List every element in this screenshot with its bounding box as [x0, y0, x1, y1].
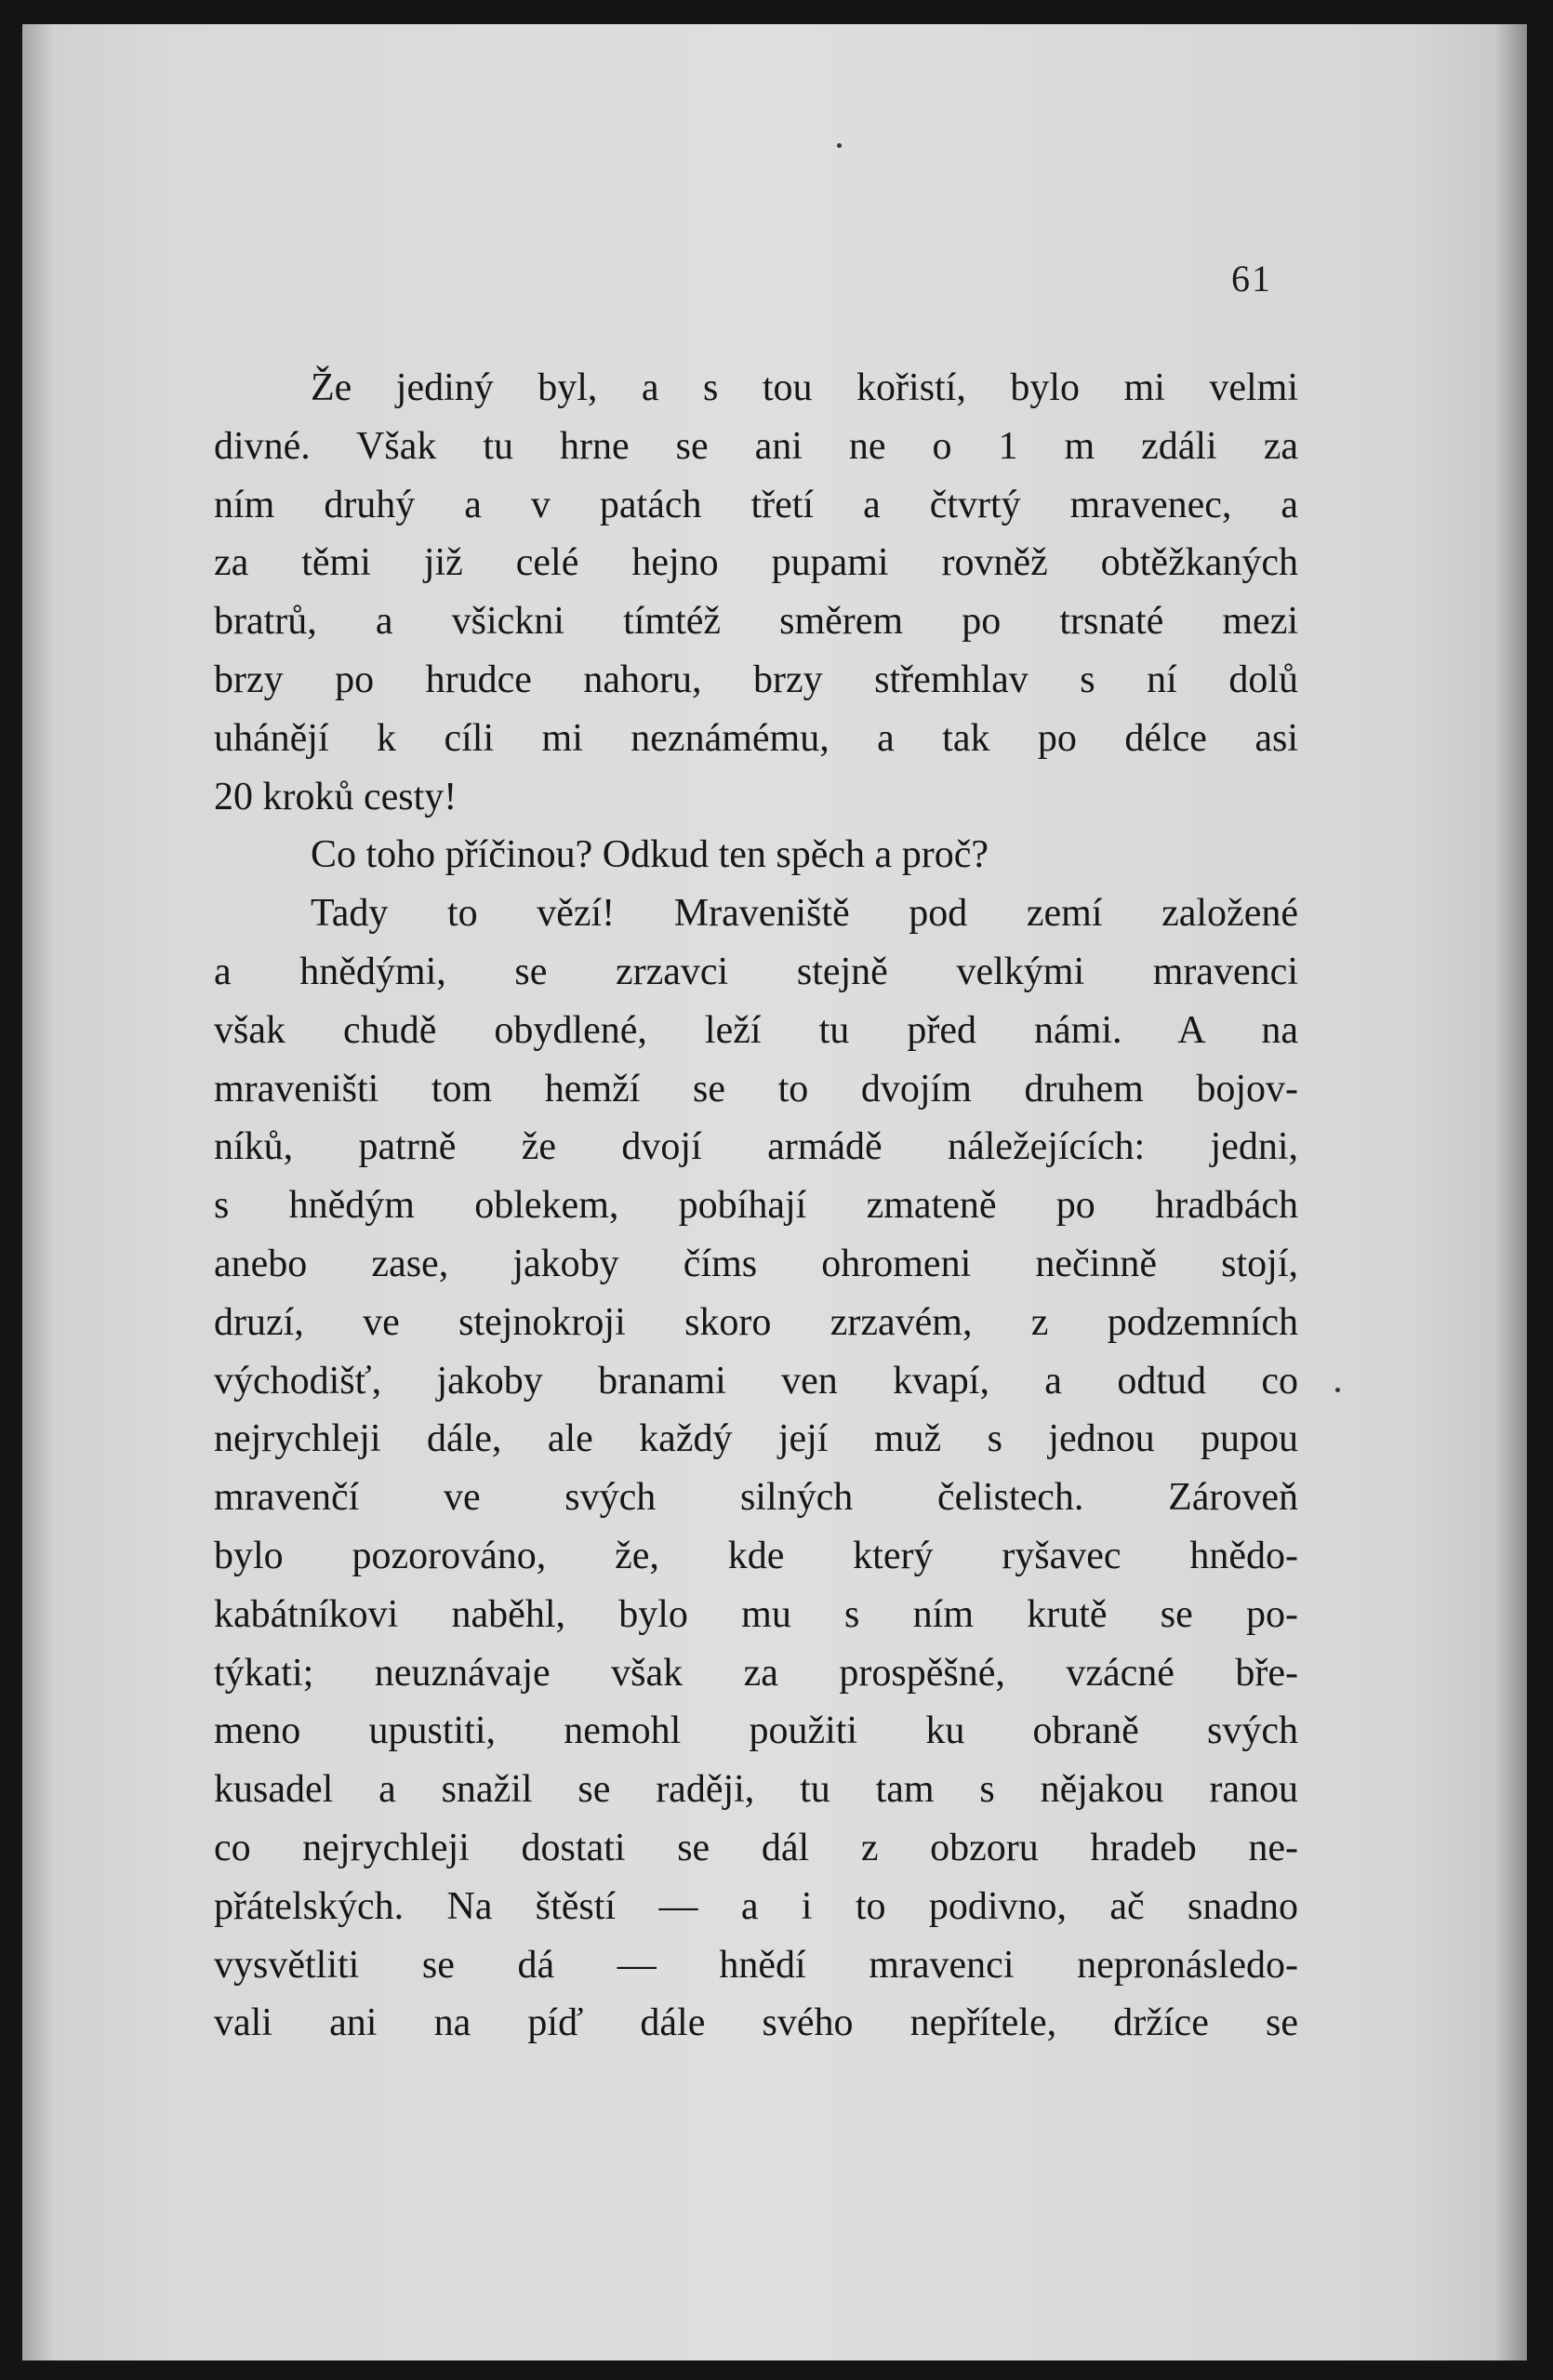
text-line: vali ani na píď dále svého nepřítele, držíce se	[214, 2001, 1298, 2045]
text-line: však chudě obydlené, leží tu před námi. A na	[214, 1008, 1298, 1052]
text-line: nejrychleji dále, ale každý její muž s jednou pupou	[214, 1417, 1298, 1461]
paper-speck	[837, 143, 842, 148]
text-line: přátelských. Na štěstí — a i to podivno, ač snadno	[214, 1884, 1298, 1928]
paper-speck	[1335, 1388, 1340, 1392]
text-line: týkati; neuznávaje však za prospěšné, vzácné bře-	[214, 1651, 1298, 1695]
text-line: co nejrychleji dostati se dál z obzoru hradeb ne-	[214, 1826, 1298, 1869]
text-line: východišť, jakoby branami ven kvapí, a odtud co	[214, 1359, 1298, 1403]
text-line: níků, patrně že dvojí armádě náležejících: jedni,	[214, 1125, 1298, 1169]
text-line: brzy po hrudce nahoru, brzy střemhlav s ní dolů	[214, 658, 1298, 701]
body-text	[214, 359, 1298, 2053]
page-left-shadow	[22, 24, 54, 2360]
text-line: vysvětliti se dá — hnědí mravenci nepronásledo-	[214, 1943, 1298, 1987]
text-line: meno upustiti, nemohl použiti ku obraně svých	[214, 1709, 1298, 1753]
text-line: mravenčí ve svých silných čelistech. Zároveň	[214, 1476, 1298, 1520]
text-line: uhánějí k cíli mi neznámému, a tak po délce asi	[214, 716, 1298, 760]
text-line: za těmi již celé hejno pupami rovněž obtěžkaných	[214, 541, 1298, 585]
text-line: anebo zase, jakoby číms ohromeni nečinně stojí,	[214, 1242, 1298, 1285]
text-line: 20 kroků cesty!	[214, 775, 458, 818]
text-line: kusadel a snažil se raději, tu tam s nějakou ranou	[214, 1768, 1298, 1812]
text-line: kabátníkovi naběhl, bylo mu s ním krutě se po-	[214, 1592, 1298, 1636]
text-line: Že jediný byl, a s tou kořistí, bylo mi velmi	[311, 366, 1298, 409]
text-line: bratrů, a všickni tímtéž směrem po trsnaté mezi	[214, 600, 1298, 644]
text-line: divné. Však tu hrne se ani ne o 1 m zdáli za	[214, 424, 1298, 468]
text-line: a hnědými, se zrzavci stejně velkými mravenci	[214, 950, 1298, 993]
text-line: bylo pozorováno, že, kde který ryšavec hnědo-	[214, 1534, 1298, 1577]
text-line: Tady to vězí! Mraveniště pod zemí založené	[311, 892, 1298, 936]
book-page	[22, 24, 1527, 2360]
text-line: ním druhý a v patách třetí a čtvrtý mravenec, a	[214, 483, 1298, 526]
text-line: Co toho příčinou? Odkud ten spěch a proč?	[311, 833, 989, 877]
text-line: mraveništi tom hemží se to dvojím druhem bojov-	[214, 1067, 1298, 1110]
page-number: 61	[1231, 258, 1272, 299]
page-right-shadow	[1495, 24, 1527, 2360]
text-line: s hnědým oblekem, pobíhají zmateně po hradbách	[214, 1184, 1298, 1228]
text-line: druzí, ve stejnokroji skoro zrzavém, z podzemních	[214, 1300, 1298, 1344]
